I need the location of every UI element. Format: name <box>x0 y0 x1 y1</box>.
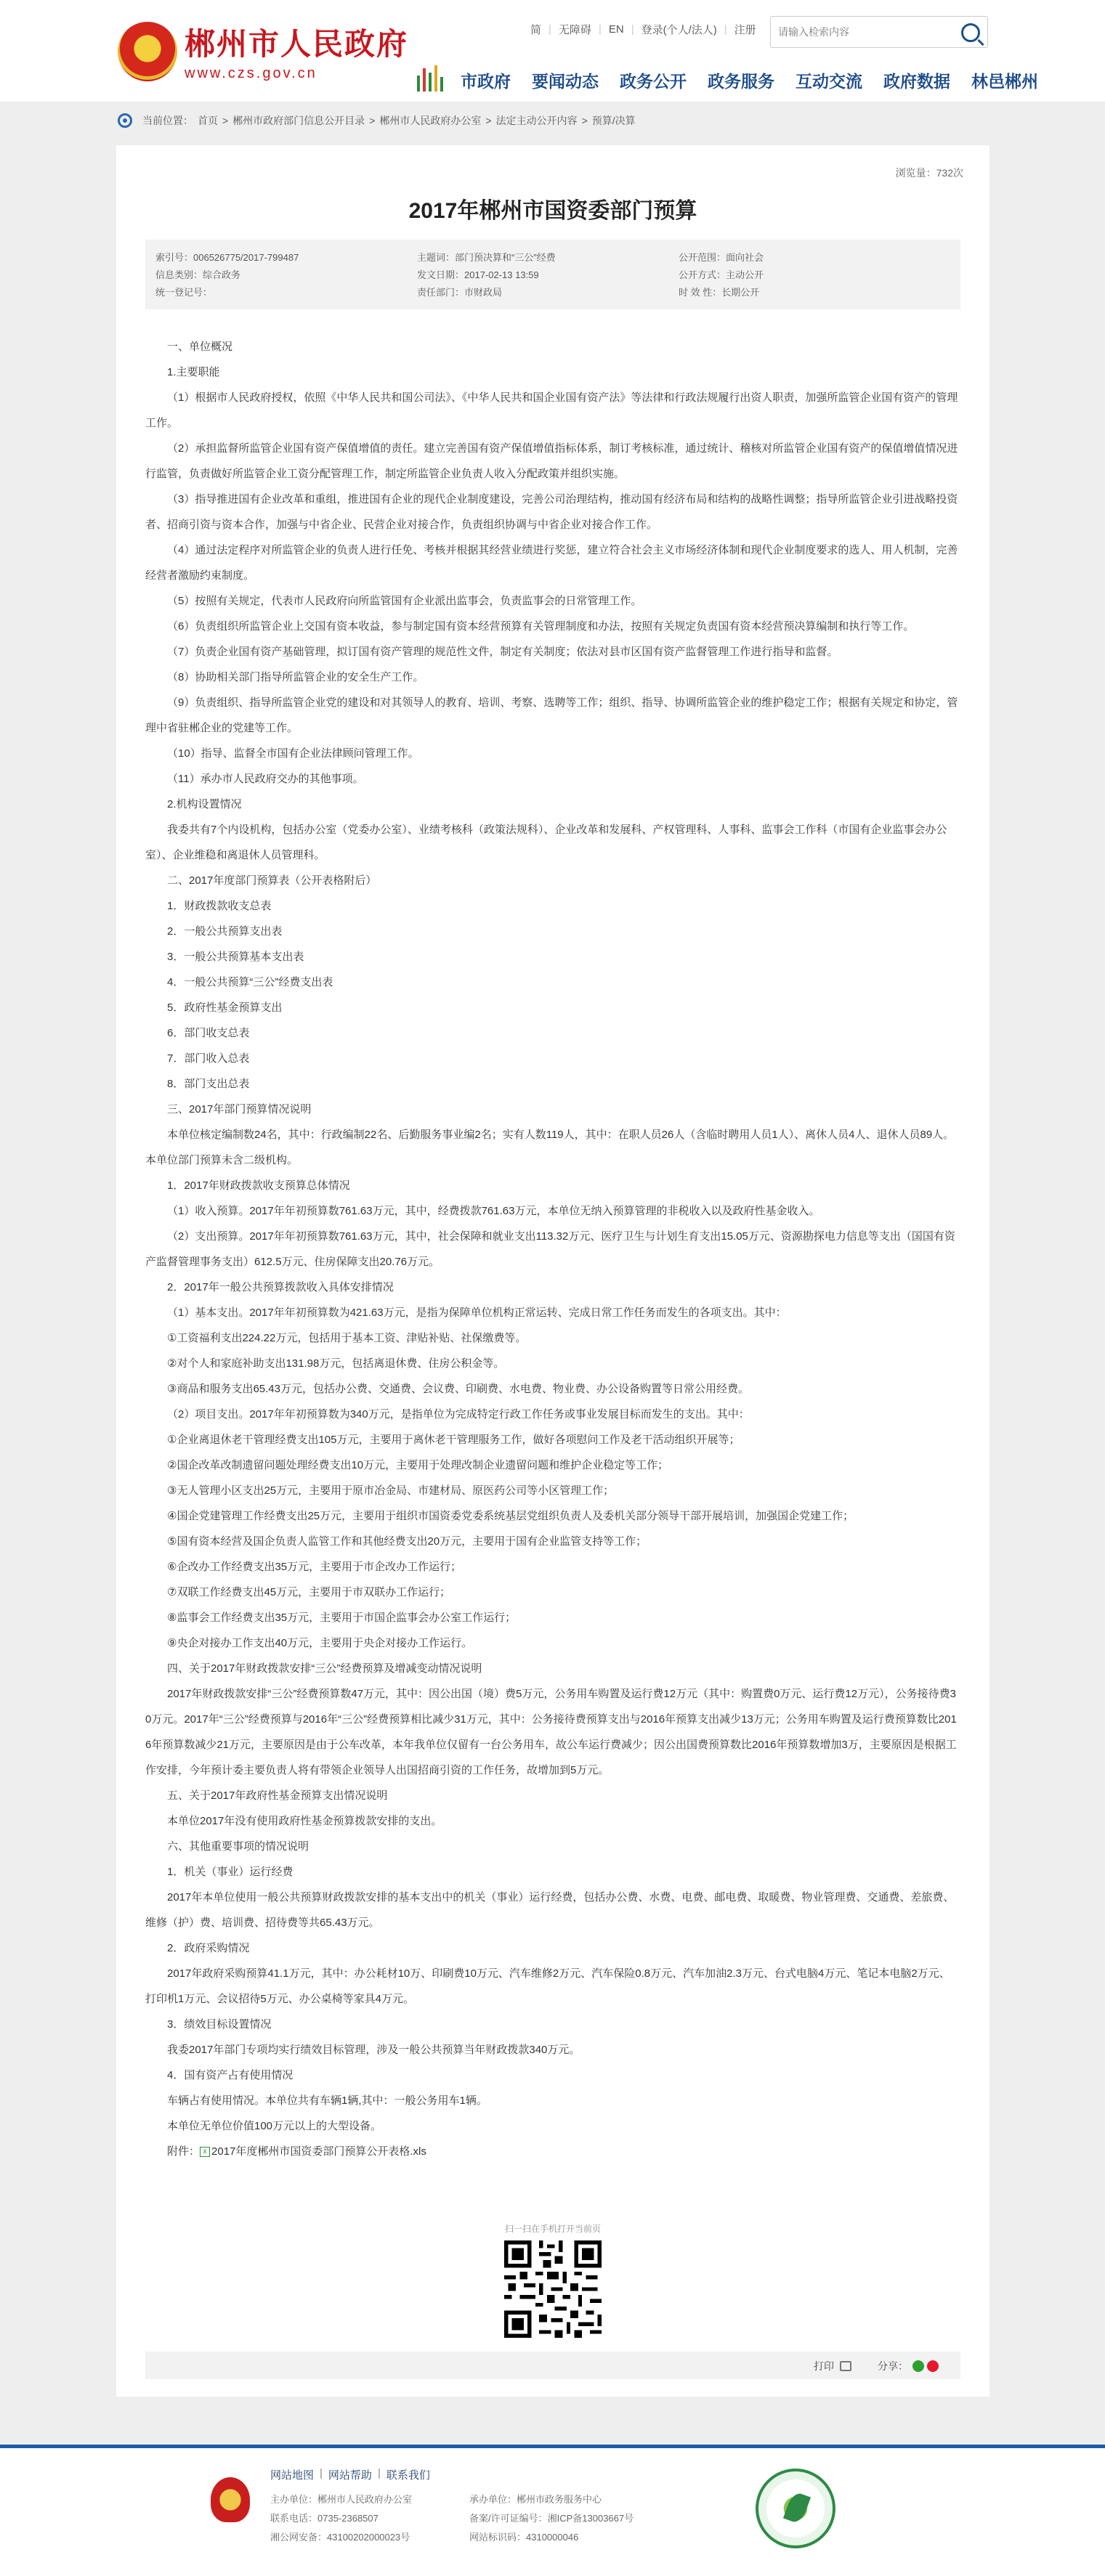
article-paragraph: 本单位核定编制数24名，其中：行政编制22名、后勤服务事业编2名；实有人数119人，其中：在职人员26人（含临时聘用人员1人）、离休人员4人、退休人员89人。本单位部门预算未含二级机构。 <box>145 1129 955 1166</box>
article-paragraph: 二、2017年度部门预算表（公开表格附后） <box>167 874 377 887</box>
article-paragraph: （4）通过法定程序对所监管企业的负责人进行任免、考核并根据其经营业绩进行奖惩，建立符合社会主义市场经济体制和现代企业制度要求的选人、用人机制，完善经营者激励约束制度。 <box>145 544 958 582</box>
article-paragraph: （6）负责组织所监管企业上交国有资本收益，参与制定国有资本经营预算有关管理制度和办法，按照有关规定负责国有资本经营预决算编制和执行等工作。 <box>167 620 915 633</box>
location-icon <box>118 113 132 128</box>
nav-decoration-icon <box>414 65 453 94</box>
article-paragraph: 2017年财政拨款安排“三公”经费预算数47万元，其中：因公出国（境）费5万元，公务用车购置及运行费12万元（其中：购置费0万元、运行费12万元），公务接待费30万元。2017年“三公”经费预算与2016年“三公”经费预算相比减少31万元，其中：公务接待费预算支出与2016年预算支出减少13万元；公务用车购置及运行费预算数比2016年预算数减少21万元，主要原因是由于公车改革，本年我单位仅留有一台公务用车，故公车运行费减少；因公出国费预算数比2016年预算数增加3万，主要原因是根据工作安排，今年预计委主要负责人将有带领企业领导人出国招商引资的工作任务，故增加到5万元。 <box>145 1688 957 1776</box>
article-paragraph: 3．绩效目标设置情况 <box>167 2018 272 2031</box>
attachment-line <box>145 2139 960 2164</box>
article-paragraph: 3．一般公共预算基本支出表 <box>167 951 304 963</box>
meta-topic: 主题词：部门预决算和“三公”经费 <box>417 252 556 263</box>
footer-icp[interactable]: 备案/许可证编号：湘ICP备13003667号 <box>469 2513 634 2524</box>
article-paragraph: 四、关于2017年财政拨款安排“三公”经费预算及增减变动情况说明 <box>167 1662 482 1675</box>
qr-code <box>504 2240 602 2338</box>
party-government-badge-icon[interactable] <box>211 2477 250 2522</box>
nav-city-government[interactable]: 市政府 <box>461 71 511 91</box>
printer-icon <box>840 2361 851 2371</box>
breadcrumb-home[interactable]: 首页 <box>198 115 218 126</box>
article-paragraph: 本单位无单位价值100万元以上的大型设备。 <box>167 2120 382 2132</box>
english-link[interactable]: EN <box>608 23 624 36</box>
article-paragraph: 7．部门收入总表 <box>167 1052 250 1065</box>
accessibility-link[interactable]: 无障碍 <box>558 24 591 36</box>
help-link[interactable]: 网站帮助 <box>328 2469 372 2482</box>
qr-section <box>116 2222 989 2338</box>
meta-method: 公开方式：主动公开 <box>679 269 764 280</box>
article-paragraph: 2．一般公共预算支出表 <box>167 925 283 938</box>
nav-government-services[interactable]: 政务服务 <box>708 71 774 91</box>
national-emblem-icon <box>118 22 177 81</box>
document-meta <box>145 240 960 309</box>
footer-police-record[interactable]: 湘公网安备：43100202000023号 <box>270 2532 410 2543</box>
article-paragraph: ⑦双联工作经费支出45万元，主要用于市双联办工作运行； <box>167 1586 451 1598</box>
breadcrumb: 当前位置： 首页 > 郴州市政府部门信息公开目录 > 郴州市人民政府办公室 > 法定主动公开内容 > 预算/决算 <box>118 113 640 128</box>
page-title: 2017年郴州市国资委部门预算 <box>408 199 697 223</box>
article-paragraph: 一、单位概况 <box>167 341 233 353</box>
article-paragraph: ⑧监事会工作经费支出35万元，主要用于市国企监事会办公室工作运行； <box>167 1612 517 1624</box>
meta-scope: 公开范围：面向社会 <box>679 252 764 263</box>
site-footer <box>0 2448 1105 2576</box>
article-paragraph: 1．机关（事业）运行经费 <box>167 1866 294 1878</box>
article-paragraph: （3）指导推进国有企业改革和重组，推进国有企业的现代企业制度建设，完善公司治理结构，推动国有经济布局和结构的战略性调整；指导所监管企业引进战略投资者、招商引资与资本合作，加强与中省企业、民营企业对接合作，负责组织协调与中省企业对接合作工作。 <box>145 493 958 531</box>
article-paragraph: 六、其他重要事项的情况说明 <box>167 1840 309 1853</box>
sitemap-link[interactable]: 网站地图 <box>270 2469 315 2482</box>
breadcrumb-statutory[interactable]: 法定主动公开内容 <box>495 115 578 126</box>
article-paragraph: ④国企党建管理工作经费支出25万元，主要用于组织市国资委党委系统基层党组织负责人及委机关部分领导干部开展培训，加强国企党建工作； <box>167 1510 854 1522</box>
nav-news[interactable]: 要闻动态 <box>532 71 599 91</box>
article-paragraph: 我委共有7个内设机构，包括办公室（党委办公室）、业绩考核科（政策法规科）、企业改革和发展科、产权管理科、人事科、监事会工作科（市国有企业监事会办公室）、企业维稳和离退休人员管理科。 <box>145 824 947 861</box>
attachment-link[interactable]: 2017年度郴州市国资委部门预算公开表格.xls <box>211 2145 426 2158</box>
article-paragraph: ③无人管理小区支出25万元，主要用于原市冶金局、市建材局、原医药公司等小区管理工作； <box>167 1484 615 1497</box>
article-paragraph: （9）负责组织、指导所监管企业党的建设和对其领导人的教育、培训、考察、选聘等工作；组织、指导、协调所监管企业的维护稳定工作；根据有关规定和协定，管理中省驻郴企业的党建等工作。 <box>145 696 958 734</box>
nav-interaction[interactable]: 互动交流 <box>796 71 862 91</box>
search-input[interactable] <box>778 26 952 38</box>
main-nav <box>414 65 1059 94</box>
article-paragraph: 2.机构设置情况 <box>167 798 242 810</box>
article-paragraph: （2）承担监督所监管企业国有资产保值增值的责任。建立完善国有资产保值增值指标体系，制订考核标准，通过统计、稽核对所监管企业国有资产的保值增值情况进行监管，负责做好所监管企业工资分配管理工作，制定所监管企业负责人收入分配政策并组织实施。 <box>145 442 958 480</box>
breadcrumb-office[interactable]: 郴州市人民政府办公室 <box>379 115 482 126</box>
article-paragraph: 三、2017年部门预算情况说明 <box>167 1103 312 1116</box>
article-paragraph: （8）协助相关部门指导所监管企业的安全生产工作。 <box>167 671 424 683</box>
article-paragraph: 1．财政拨款收支总表 <box>167 900 272 912</box>
meta-validity: 时 效 性：长期公开 <box>679 287 760 298</box>
site-logo[interactable] <box>118 20 408 82</box>
article-paragraph: 本单位2017年没有使用政府性基金预算拨款安排的支出。 <box>167 1815 442 1827</box>
nav-government-data[interactable]: 政府数据 <box>883 71 950 91</box>
footer-undertaker: 承办单位：郴州市政务服务中心 <box>469 2494 602 2505</box>
meta-publish-date: 发文日期：2017-02-13 13:59 <box>417 269 539 280</box>
article-paragraph: 2017年政府采购预算41.1万元，其中：办公耗材10万、印刷费10万元、汽车维修2万元、汽车保险0.8万元、汽车加油2.3万元、台式电脑4万元、笔记本电脑2万元、打印机1万元、会议招待5万元、办公桌椅等家具4万元。 <box>145 1967 950 2005</box>
article-paragraph: （2）项目支出。2017年年初预算数为340万元，是指单位为完成特定行政工作任务或事业发展目标而发生的支出。其中： <box>167 1408 750 1421</box>
print-button[interactable]: 打印 <box>814 2359 851 2373</box>
site-title: 郴州市人民政府 <box>185 28 409 62</box>
footer-site-code: 网站标识码：4310000046 <box>469 2532 579 2543</box>
article-paragraph: 5．政府性基金预算支出 <box>167 1001 283 1014</box>
article-paragraph: 4．国有资产占有使用情况 <box>167 2069 294 2081</box>
article-paragraph: （1）基本支出。2017年年初预算数为421.63万元，是指为保障单位机构正常运转、完成日常工作任务而发生的各项支出。其中： <box>167 1307 787 1319</box>
search-box <box>770 16 988 48</box>
article-paragraph: 8．部门支出总表 <box>167 1078 250 1090</box>
article-paragraph: （5）按照有关规定，代表市人民政府向所监管国有企业派出监事会，负责监事会的日常管理工作。 <box>167 595 642 607</box>
nav-government-affairs[interactable]: 政务公开 <box>620 71 687 91</box>
article-paragraph: （1）收入预算。2017年年初预算数761.63万元，其中，经费拨款761.63万元，本单位无纳入预算管理的非税收入以及政府性基金收入。 <box>167 1205 820 1217</box>
article-paragraph: ⑥企改办工作经费支出35万元，主要用于市企改办工作运行； <box>167 1561 462 1573</box>
article-paragraph: ②对个人和家庭补助支出131.98万元，包括离退休费、住房公积金等。 <box>167 1357 505 1370</box>
article-paragraph: （7）负责企业国有资产基础管理，拟订国有资产管理的规范性文件，制定有关制度；依法对县市区国有资产监督管理工作进行指导和监督。 <box>167 646 838 658</box>
article-card <box>116 145 989 2397</box>
article-paragraph: （11）承办市人民政府交办的其他事项。 <box>167 773 364 785</box>
simplified-chinese-link[interactable]: 简 <box>530 24 542 36</box>
article-paragraph: ①工资福利支出224.22万元，包括用于基本工资、津贴补贴、社保缴费等。 <box>167 1332 527 1344</box>
view-count: 浏览量：732次 <box>895 167 963 179</box>
article-paragraph: （2）支出预算。2017年年初预算数761.63万元，其中，社会保障和就业支出113.32万元、医疗卫生与计划生育支出15.05万元、资源勘探电力信息等支出（国国有资产监督管理事务支出）612.5万元、住房保障支出20.76万元。 <box>145 1230 955 1268</box>
article-paragraph: 1.主要职能 <box>167 366 220 378</box>
article-paragraph: 五、关于2017年政府性基金预算支出情况说明 <box>167 1789 388 1802</box>
wechat-share-icon[interactable] <box>912 2360 924 2372</box>
search-icon[interactable] <box>961 23 980 42</box>
article-paragraph: ②国企改革改制遗留问题处理经费支出10万元，主要用于处理改制企业遗留问题和维护企业稳定等工作； <box>167 1459 669 1471</box>
weibo-share-icon[interactable] <box>927 2360 939 2372</box>
article-body <box>145 334 960 2164</box>
share-section: 分享： <box>878 2359 939 2373</box>
breadcrumb-label: 当前位置： <box>142 115 193 126</box>
article-paragraph: ③商品和服务支出65.43万元，包括办公费、交通费、会议费、印刷费、水电费、物业费、办公设备购置等日常公用经费。 <box>167 1383 749 1395</box>
article-paragraph: 2017年本单位使用一般公共预算财政拨款安排的基本支出中的机关（事业）运行经费，包括办公费、水费、电费、邮电费、取暖费、物业管理费、交通费、差旅费、维修（护）费、培训费、招待费等共65.43万元。 <box>145 1891 955 1929</box>
site-domain: www.czs.gov.cn <box>185 65 317 81</box>
nav-linyi-chenzhou[interactable]: 林邑郴州 <box>971 71 1038 91</box>
article-toolbar <box>145 2352 960 2379</box>
footer-host: 主办单位：郴州市人民政府办公室 <box>270 2494 413 2505</box>
article-paragraph: 车辆占有使用情况。本单位共有车辆1辆,其中：一般公务用车1辆。 <box>167 2094 487 2107</box>
article-paragraph: 我委2017年部门专项均实行绩效目标管理，涉及一般公共预算当年财政拨款340万元。 <box>167 2044 580 2056</box>
register-link[interactable]: 注册 <box>734 24 756 36</box>
article-paragraph: 4．一般公共预算“三公”经费支出表 <box>167 976 333 988</box>
meta-index-no: 索引号：006526775/2017-799487 <box>155 252 299 263</box>
excel-file-icon: x <box>200 2147 210 2157</box>
article-paragraph: ⑨央企对接办工作支出40万元，主要用于央企对接办工作运行。 <box>167 1637 473 1649</box>
breadcrumb-catalog[interactable]: 郴州市政府部门信息公开目录 <box>232 115 365 126</box>
qr-label: 扫一扫在手机打开当前页 <box>504 2224 601 2234</box>
meta-department: 责任部门：市财政局 <box>417 287 503 298</box>
footer-phone: 联系电话：0735-2368507 <box>270 2513 379 2524</box>
article-paragraph: 2．政府采购情况 <box>167 1942 250 1954</box>
login-link[interactable]: 登录(个人/法人) <box>641 24 717 36</box>
top-links: 简 | 无障碍 | EN | 登录(个人/法人) | 注册 <box>530 23 756 36</box>
article-paragraph: （1）根据市人民政府授权，依照《中华人民共和国公司法》、《中华人民共和国企业国有资产法》等法律和行政法规履行出资人职责，加强所监管企业国有资产的管理工作。 <box>145 391 958 429</box>
article-paragraph: 2．2017年一般公共预算拨款收入具体安排情况 <box>167 1281 394 1293</box>
government-website-badge-icon[interactable] <box>756 2469 835 2548</box>
article-paragraph: （10）指导、监督全市国有企业法律顾问管理工作。 <box>167 747 419 760</box>
article-paragraph: 6．部门收支总表 <box>167 1027 250 1039</box>
article-paragraph: 1．2017年财政拨款收支预算总体情况 <box>167 1179 350 1192</box>
footer-links: 网站地图 | 网站帮助 | 联系我们 <box>270 2467 430 2482</box>
attachment-label: 附件： <box>167 2145 201 2158</box>
breadcrumb-budget[interactable]: 预算/决算 <box>591 115 636 126</box>
meta-unified-code: 统一登记号： <box>155 287 213 298</box>
article-paragraph: ⑤国有资本经营及国企负责人监管工作和其他经费支出20万元，主要用于国有企业监管支持等工作； <box>167 1535 647 1548</box>
article-paragraph: ①企业离退休老干管理经费支出105万元，主要用于离休老干管理服务工作，做好各项慰问工作及老干活动组织开展等； <box>167 1434 740 1446</box>
meta-category: 信息类别：综合政务 <box>155 269 241 280</box>
contact-link[interactable]: 联系我们 <box>386 2469 430 2482</box>
site-header <box>0 0 1105 102</box>
